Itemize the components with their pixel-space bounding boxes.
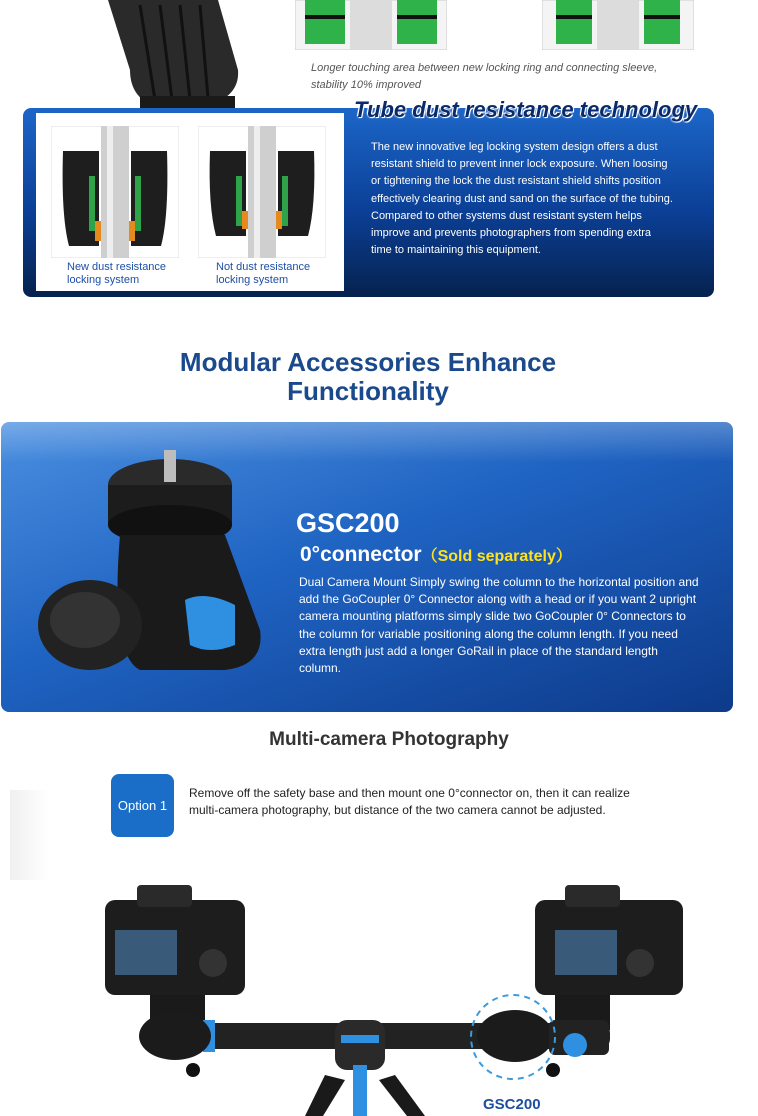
connector-product-image [30,440,280,690]
multicam-heading: Multi-camera Photography [269,729,509,750]
connector-subtitle: 0°connector（Sold separately） [300,543,572,566]
side-decoration [10,790,50,880]
gsc200-description: Dual Camera Mount Simply swing the column to the horizontal position and add the GoCoupler 0° Connector along with a head or if you want 2 upright camera mounting platforms simply slide two GoCoupler 0° Connectors to the column for variable positioning along the column length. If you need extra length just add a longer GoRail in place of the standard length column. [299,575,699,676]
option-1-button[interactable]: Option 1 [111,774,174,837]
sold-separately-badge: （Sold separately） [421,548,572,565]
dust-description: The new innovative leg locking system design offers a dust resistant shield to prevent inner lock exposure. When loosing or tightening the lock the dust resistant shield shifts position effectively clearing dust and sand on the surface of the tubing. Compared to other systems dust resistant system helps improve and prevents photographers from spending extra time to maintaining this equipment. [371,141,673,257]
modular-heading: Modular Accessories Enhance Functionality [179,347,557,406]
locking-ring-image [100,0,250,110]
option-1-description: Remove off the safety base and then mount one 0°connector on, then it can realize multi-camera photography, but distance of the two camera cannot be adjusted. [189,786,630,817]
multi-camera-setup-image [95,885,705,1116]
old-lock-caption: Not dust resistance locking system [216,261,311,286]
gsc200-title: GSC200 [296,508,400,538]
stability-caption: Longer touching area between new locking ring and connecting sleeve, stability 10% improved [311,62,658,91]
new-lock-diagram [51,126,179,258]
locking-sleeve-diagram-left [295,0,447,50]
locking-sleeve-diagram-right [542,0,694,50]
gsc200-callout-label: GSC200 [483,1096,541,1113]
old-lock-diagram [198,126,326,258]
dust-title: Tube dust resistance technology [354,97,698,122]
new-lock-caption: New dust resistance locking system [67,261,167,286]
